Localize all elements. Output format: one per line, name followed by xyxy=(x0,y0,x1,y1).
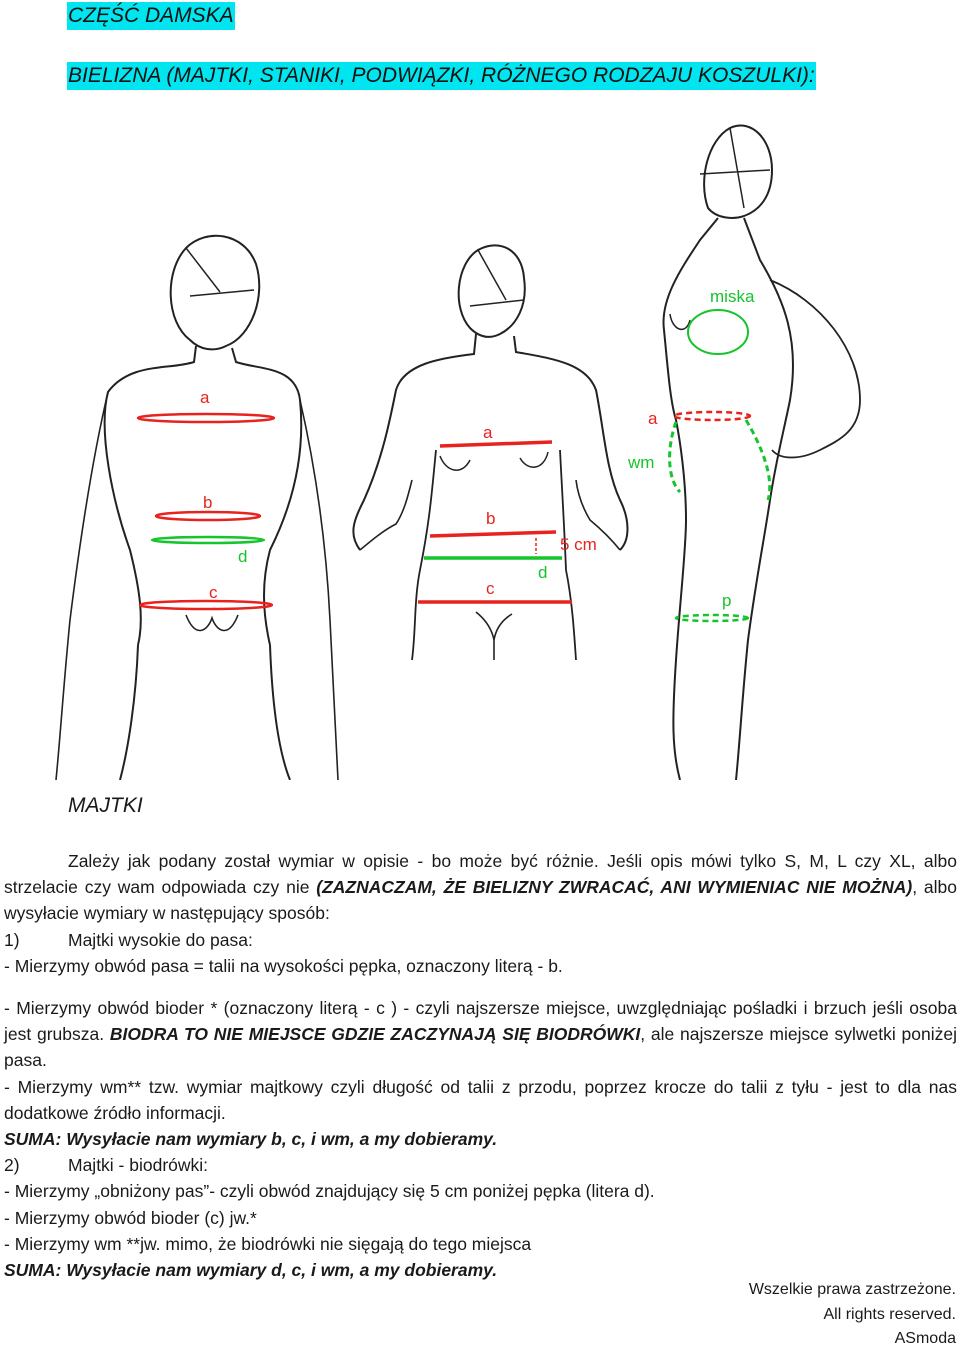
figure1-line-a xyxy=(138,414,274,422)
page-title: CZĘŚĆ DAMSKA xyxy=(67,2,235,30)
figure1-line-c xyxy=(140,601,272,609)
copyright-footer xyxy=(749,1278,956,1352)
figure3-label-a: a xyxy=(648,409,658,428)
item2-line2: - Mierzymy obwód bioder (c) jw.* xyxy=(4,1207,257,1228)
figure2-label-5cm: 5 cm xyxy=(560,535,597,554)
item2-line3: - Mierzymy wm **jw. mimo, że biodrówki nie sięgają do tego miejsca xyxy=(4,1233,532,1254)
figure1-line-b xyxy=(156,512,260,520)
figure1-label-c: c xyxy=(209,583,218,602)
item1-title: Majtki wysokie do pasa: xyxy=(68,929,253,950)
figure2-label-c: c xyxy=(486,579,495,598)
figure2-label-d: d xyxy=(538,563,548,582)
figure1-label-a: a xyxy=(200,388,210,407)
item2-heading xyxy=(4,1152,957,1178)
item2-summary: SUMA: Wysyłacie nam wymiary d, c, i wm, a my dobieramy. xyxy=(4,1260,498,1281)
item1-line3: - Mierzymy wm** tzw. wymiar majtkowy czyli długość od talii z przodu, poprzez krocze do talii z tyłu - jest to dla nas dodatkowe źródło informacji. xyxy=(4,1076,957,1123)
figure3-line-miska xyxy=(688,310,748,354)
item1-line2 xyxy=(4,995,957,1074)
item2-title: Majtki - biodrówki: xyxy=(68,1155,209,1176)
figure3-line-p xyxy=(676,615,748,621)
figure1-line-d xyxy=(152,537,264,543)
figure2-line-a xyxy=(440,442,552,446)
intro-text-2: , albo wysyłacie wymiary w następujący sposób: xyxy=(4,877,958,924)
intro-text-1: Zależy jak podany został wymiar w opisie - bo może być różnie. Jeśli opis mówi tylko S, M, L czy XL, albo strzelacie czy wam odpowiada czy nie xyxy=(4,851,957,898)
figure1-label-d: d xyxy=(238,547,248,566)
measurement-figures xyxy=(0,100,960,780)
item1-number: 1) xyxy=(4,929,20,950)
figure2-label-a: a xyxy=(483,423,493,442)
figure3-line-a xyxy=(674,412,750,420)
figure3-label-miska: miska xyxy=(710,287,755,306)
item1-summary: SUMA: Wysyłacie nam wymiary b, c, i wm, a my dobieramy. xyxy=(4,1129,498,1150)
figure1-label-b: b xyxy=(203,493,213,512)
item1-line2-bold: BIODRA TO NIE MIEJSCE GDZIE ZACZYNAJĄ SIĘ BIODRÓWKI xyxy=(109,1024,641,1045)
item1-line2-text: - Mierzymy obwód bioder * (oznaczony literą - c ) - czyli najszersze miejsce, uwzględniając pośladki i brzuch jeśli osoba jest grubsza. xyxy=(4,998,957,1045)
intro-warning: (ZAZNACZAM, ŻE BIELIZNY ZWRACAĆ, ANI WYMIENIAC NIE MOŻNA) xyxy=(316,877,913,898)
intro-paragraph xyxy=(4,848,957,927)
item1-line2-end: , ale najszersze miejsce sylwetki poniżej pasa. xyxy=(4,1024,957,1071)
item1-heading xyxy=(4,927,957,953)
item2-line1: - Mierzymy „obniżony pas”- czyli obwód znajdujący się 5 cm poniżej pępka (litera d). xyxy=(4,1181,655,1202)
figure2-head xyxy=(459,245,525,337)
page-subtitle: BIELIZNA (MAJTKI, STANIKI, PODWIĄZKI, RÓŻNEGO RODZAJU KOSZULKI): xyxy=(67,62,816,90)
item1-line1: - Mierzymy obwód pasa = talii na wysokości pępka, oznaczony literą - b. xyxy=(4,955,563,976)
footer-line-1: Wszelkie prawa zastrzeżone. xyxy=(748,1281,956,1298)
figure-back-view xyxy=(56,236,338,780)
instructions-text xyxy=(4,848,957,1283)
figure3-label-p: p xyxy=(722,591,732,610)
figure-side-view xyxy=(663,126,860,780)
figure2-label-b: b xyxy=(486,509,496,528)
figure3-label-wm: wm xyxy=(628,453,655,472)
section-heading-majtki: MAJTKI xyxy=(68,794,143,817)
figure3-measure-lines xyxy=(670,310,770,621)
footer-line-3: ASmoda xyxy=(894,1330,956,1347)
item2-number: 2) xyxy=(4,1155,20,1176)
footer-line-2: All rights reserved. xyxy=(823,1305,956,1323)
figure1-head xyxy=(171,236,260,350)
figure2-line-b xyxy=(430,532,556,536)
